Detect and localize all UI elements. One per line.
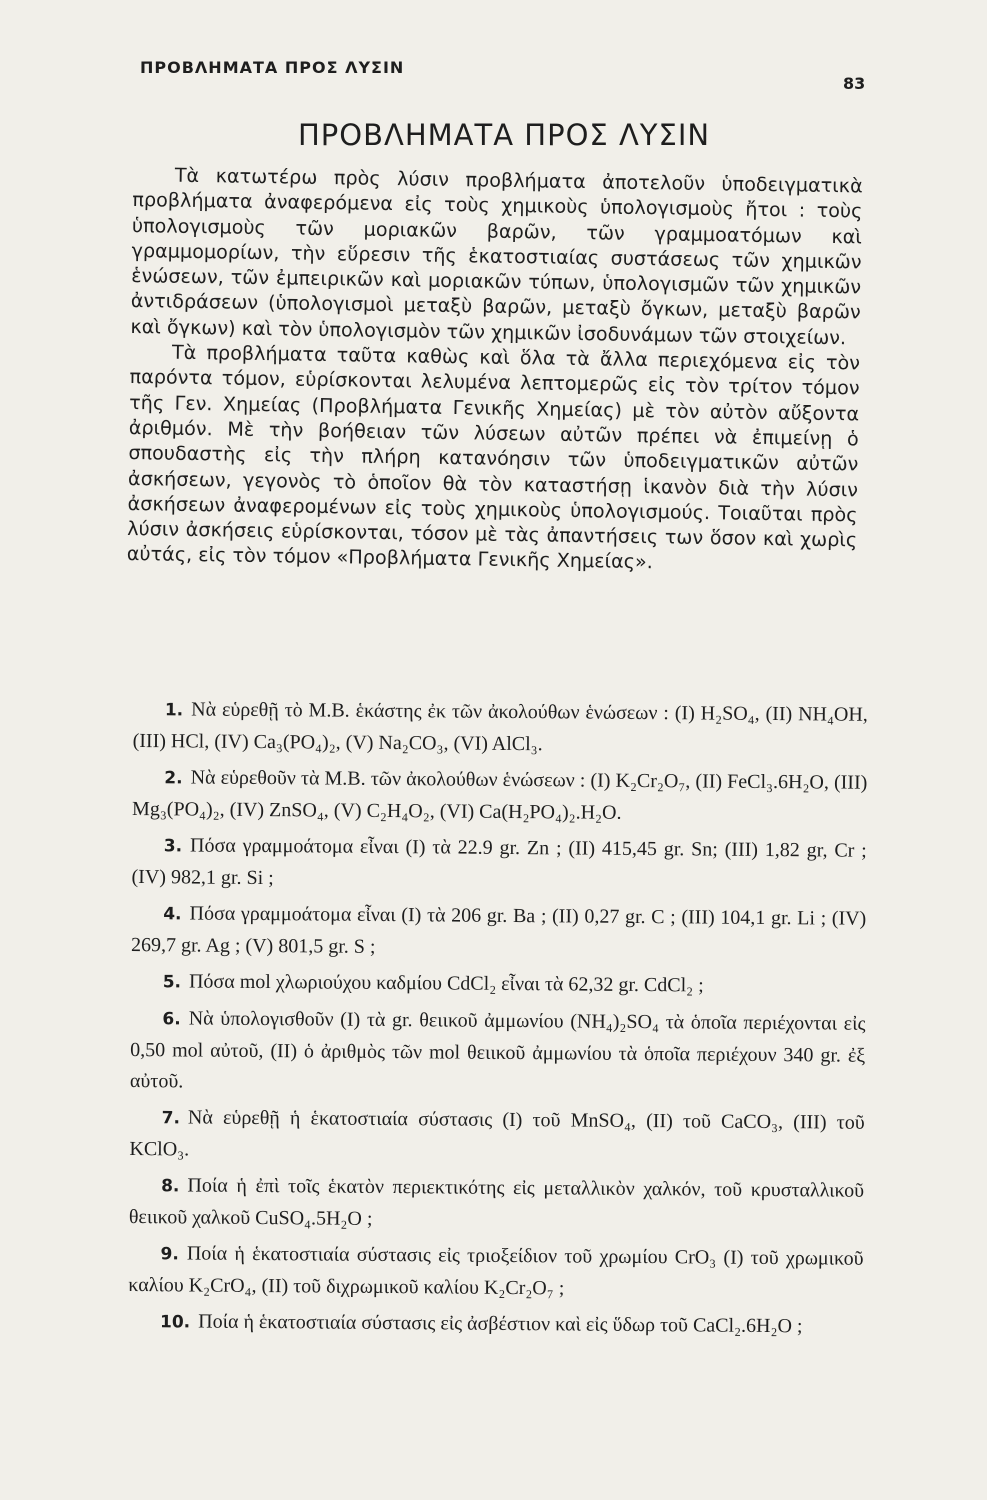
problem-item (133, 694, 868, 763)
problem-item (128, 1306, 863, 1344)
problem-text: Πόσα γραμμοάτομα εἶναι (Ι) τὰ 22.9 gr. Zn ; (ΙΙ) 415,45 gr. Sn; (ΙΙΙ) 1,82 gr, Cr ; (IV) 982,1 gr. Si ; (131, 834, 867, 890)
problem-item (132, 762, 867, 831)
problem-number: 10. (159, 1312, 191, 1333)
problem-number: 3. (163, 836, 183, 857)
problem-text: Νὰ εὑρεθῇ τὸ Μ.Β. ἑκάστης ἐκ τῶν ἀκολούθων ἑνώσεων : (Ι) H₂SO₄, (ΙΙ) NH₄OH, (ΙΙΙ) HCl, (IV) Ca₃(PO₄)₂, (V) Na₂CO₃, (VI) AlCl₃. (132, 698, 868, 756)
problem-number: 4. (163, 904, 182, 925)
intro-text (127, 162, 863, 578)
intro-paragraph: Τὰ κατωτέρω πρὸς λύσιν προβλήματα ἀποτελοῦν ὑποδειγματικὰ προβλήματα ἀναφερόμενα εἰς τοὺς χημικοὺς ὑπολογισμοὺς ἤτοι : τοὺς ὑπολογισμοὺς τῶν μοριακῶν βαρῶν, τῶν γραμμοατόμων καὶ γραμμομορίων, τὴν εὕρεσιν τῆς ἑκατοστιαίας συστάσεως τῶν χημικῶν ἑνώσεων, τῶν ἐμπειρικῶν καὶ μοριακῶν τύπων, ὑπολογισμῶν τῶν χημικῶν ἀντιδράσεων (ὑπολογισμοὶ μεταξὺ βαρῶν, μεταξὺ ὄγκων, μεταξὺ βαρῶν καὶ ὄγκων) καὶ τὸν ὑπολογισμὸν τῶν χημικῶν ἰσοδυνάμων τῶν στοιχείων. (130, 163, 863, 350)
problem-number: 5. (162, 972, 182, 993)
problem-text: Ποία ἡ ἑκατοστιαία σύστασις εἰς ἀσβέστιον καὶ εἰς ὕδωρ τοῦ CaCl₂.6H₂O ; (198, 1310, 803, 1338)
problem-number: 6. (162, 1009, 181, 1030)
problem-number: 2. (164, 768, 183, 789)
problem-item (130, 1003, 866, 1103)
intro-paragraph: Τὰ προβλήματα ταῦτα καθὼς καὶ ὅλα τὰ ἄλλα περιεχόμενα εἰς τὸν παρόντα τόμον, εὑρίσκονται λελυμένα λεπτομερῶς εἰς τὸν τρίτον τόμον τῆς Γεν. Χημείας (Προβλήματα Γενικῆς Χημείας) μὲ τὸν αὐτὸν αὔξοντα ἀριθμόν. Μὲ τὴν βοήθειαν τῶν λύσεων αὐτῶν πρέπει νὰ ἐπιμείνῃ ὁ σπουδαστὴς εἰς τὴν πλήρη κατανόησιν τῶν ὑποδειγματικῶν αὐτῶν ἀσκήσεων, γεγονὸς τὸ ὁποῖον θὰ τὸν καταστήσῃ ἱκανὸν διὰ τὴν λύσιν ἀσκήσεων ἀναφερομένων εἰς τοὺς χημικοὺς ὑπολογισμούς. Τοιαῦται πρὸς λύσιν ἀσκήσεις εὑρίσκονται, τόσον μὲ τὰς ἀπαντήσεις των ὅσον καὶ χωρὶς αὐτάς, εἰς τὸν τόμον «Προβλήματα Γενικῆς Χημείας». (126, 340, 861, 574)
problem-text: Νὰ ὑπολογισθοῦν (Ι) τὰ gr. θειικοῦ ἀμμωνίου (NH₄)₂SO₄ τὰ ὁποῖα περιέχονται εἰς 0,50 mol αὐτοῦ, (ΙΙ) ὁ ἀριθμὸς τῶν mol θειικοῦ ἀμμωνίου τὰ ὁποῖα περιέχουν 340 gr. ἐξ αὐτοῦ. (129, 1007, 866, 1093)
problem-item (129, 1170, 864, 1239)
problem-text: Ποία ἡ ἑκατοστιαία σύστασις εἰς τριοξείδιον τοῦ χρωμίου CrO₃ (Ι) τοῦ χρωμικοῦ καλίου K₂CrO₄, (ΙΙ) τοῦ διχρωμικοῦ καλίου K₂Cr₂O₇ ; (128, 1242, 864, 1300)
problem-list (128, 694, 868, 1344)
problem-text: Νὰ εὑρεθῇ ἡ ἑκατοστιαία σύστασις (Ι) τοῦ MnSO₄, (ΙΙ) τοῦ CaCO₃, (ΙΙΙ) τοῦ KClO₃. (129, 1106, 865, 1161)
problem-number: 1. (164, 700, 184, 721)
problem-item (129, 1102, 864, 1171)
problem-item (131, 830, 866, 899)
problem-text: Πόσα mol χλωριούχου καδμίου CdCl₂ εἶναι τὰ 62,32 gr. CdCl₂ ; (188, 970, 704, 997)
problem-item (131, 966, 866, 1004)
problem-text: Πόσα γραμμοάτομα εἶναι (Ι) τὰ 206 gr. Ba ; (ΙΙ) 0,27 gr. C ; (ΙΙΙ) 104,1 gr. Li ; (IV) 269,7 gr. Ag ; (V) 801,5 gr. S ; (130, 902, 867, 958)
page-title: ΠΡΟΒΛΗΜΑΤΑ ΠΡΟΣ ΛΥΣΙΝ (298, 118, 711, 152)
problem-item (131, 898, 866, 967)
problem-item (128, 1238, 863, 1307)
running-head: ΠΡΟΒΛΗΜΑΤΑ ΠΡΟΣ ΛΥΣΙΝ (140, 58, 405, 77)
page-number: 83 (843, 74, 866, 93)
problem-number: 8. (161, 1176, 180, 1197)
problem-number: 9. (160, 1244, 179, 1265)
problem-number: 7. (161, 1108, 181, 1129)
problem-text: Νὰ εὑρεθοῦν τὰ Μ.Β. τῶν ἀκολούθων ἑνώσεων : (Ι) K₂Cr₂O₇, (ΙΙ) FeCl₃.6H₂O, (ΙΙΙ) Mg₃(PO₄)₂, (IV) ZnSO₄, (V) C₂H₄O₂, (VI) Ca(H₂PO₄)₂.H₂O. (132, 766, 868, 824)
problem-text: Ποία ἡ ἐπὶ τοῖς ἑκατὸν περιεκτικότης εἰς μεταλλικὸν χαλκόν, τοῦ κρυσταλλικοῦ θειικοῦ χαλκοῦ CuSO₄.5H₂O ; (128, 1174, 865, 1230)
